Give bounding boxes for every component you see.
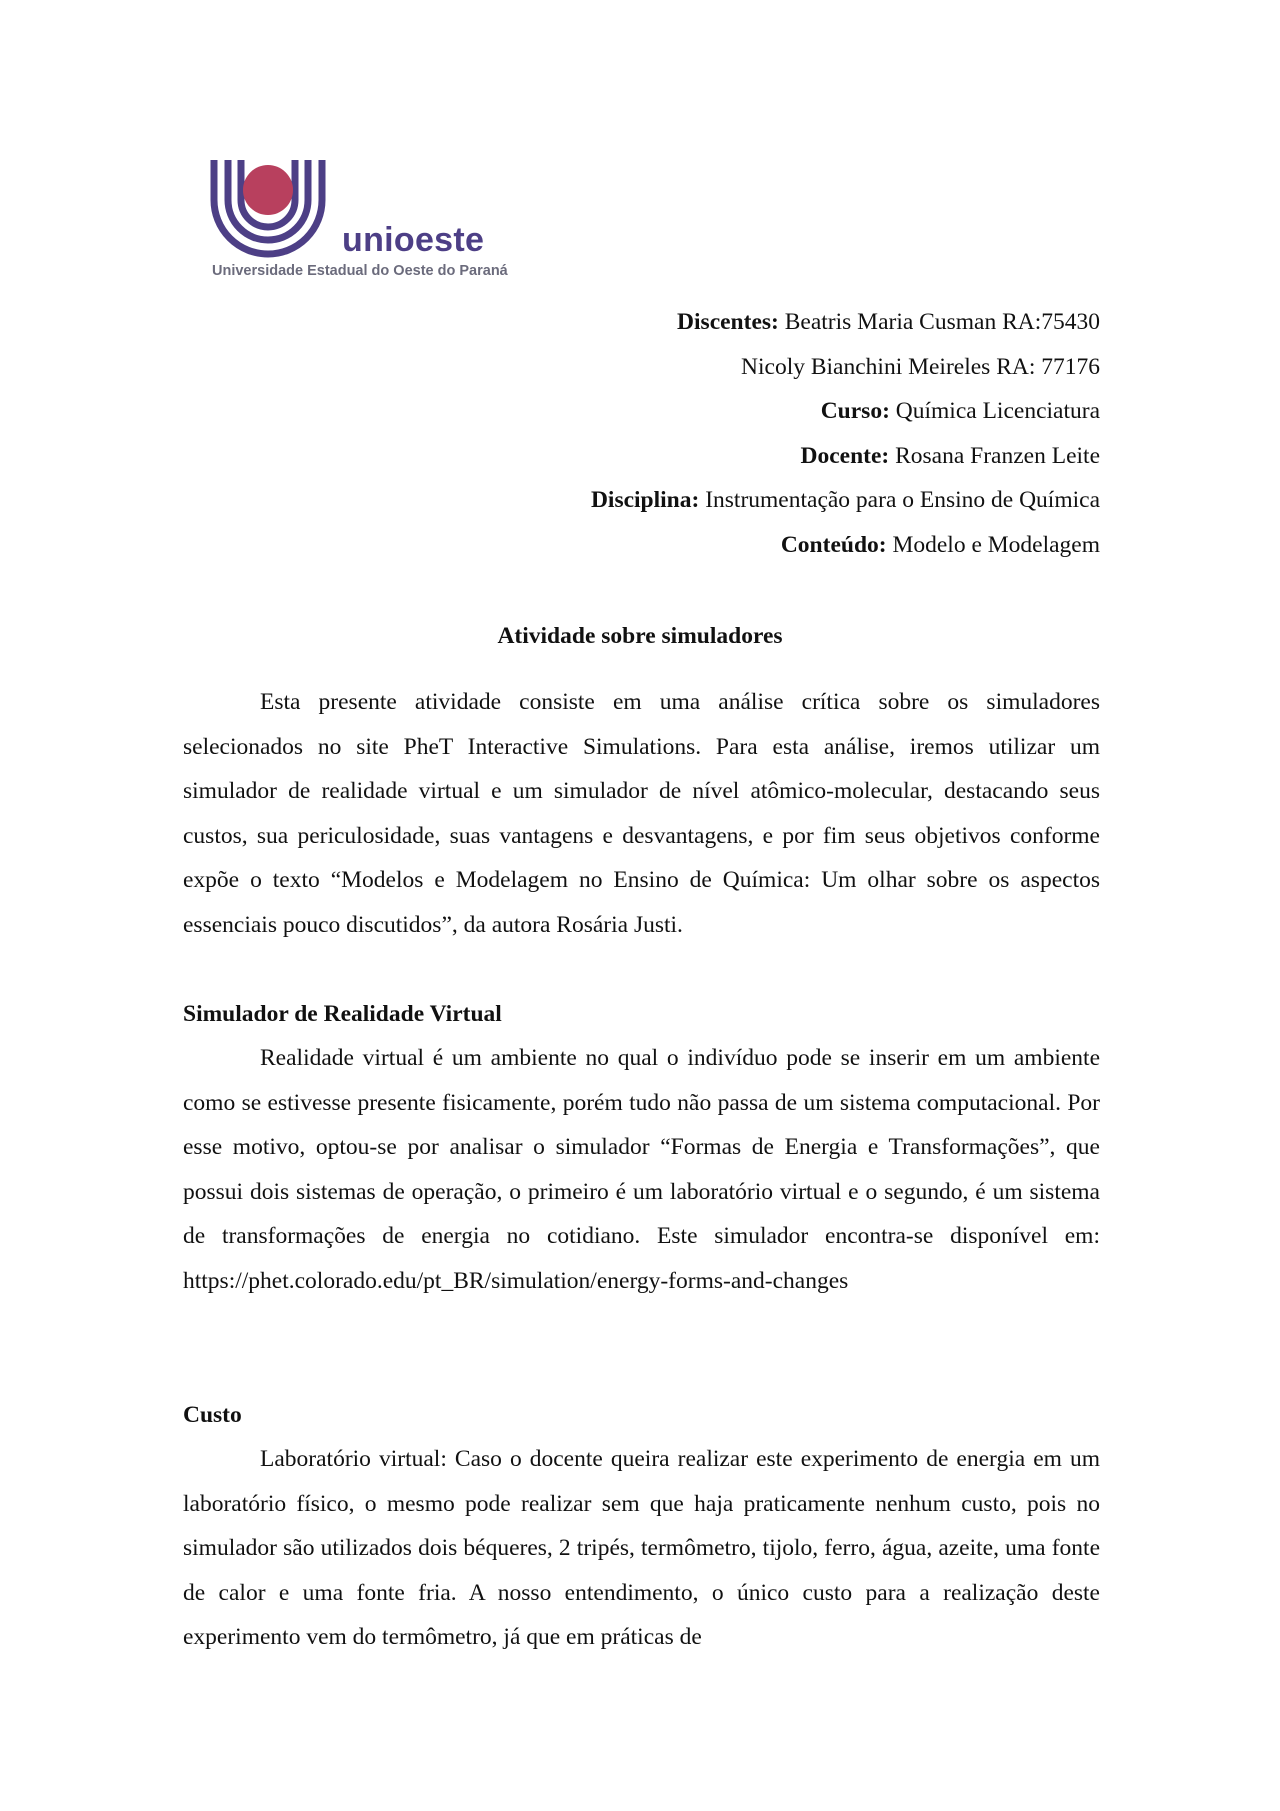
custo-paragraph — [183, 1437, 1100, 1660]
conteudo-value: Modelo e Modelagem — [892, 531, 1100, 558]
discentes-value-1: Beatris Maria Cusman RA:75430 — [784, 309, 1100, 335]
section-heading-custo: Custo — [183, 1402, 242, 1428]
section-heading-vr: Simulador de Realidade Virtual — [183, 1001, 502, 1027]
conteudo-line — [591, 523, 1100, 568]
disciplina-value: Instrumentação para o Ensino de Química — [705, 487, 1100, 513]
conteudo-label: Conteúdo: — [780, 531, 887, 558]
curso-line — [591, 389, 1100, 434]
logo-name: unioeste — [342, 221, 485, 259]
intro-text: Esta presente atividade consiste em uma análise crítica sobre os simuladores selecionados no site PheT Interactive Simulations. Para esta análise, iremos utilizar um simulador de realidade virtual e um simulador de nível atômico-molecular, destacando seus custos, sua periculosidade, suas vantagens e desvantagens, e por fim seus objetivos conforme expõe o texto “Modelos e Modelagem no Ensino de Química: Um olhar sobre os aspectos essenciais pouco discutidos”, da autora Rosária Justi. — [183, 689, 1100, 938]
document-title: Atividade sobre simuladores — [497, 623, 783, 649]
discentes-line-2: Nicoly Bianchini Meireles RA: 77176 — [741, 353, 1100, 380]
header-info — [591, 300, 1100, 567]
curso-label: Curso: — [820, 398, 890, 424]
custo-text: Laboratório virtual: Caso o docente queira realizar este experimento de energia em um laboratório físico, o mesmo pode realizar sem que haja praticamente nenhum custo, pois no simulador são utilizados dois béqueres, 2 tripés, termômetro, tijolo, ferro, água, azeite, uma fonte de calor e uma fonte fria. A nosso entendimento, o único custo para a realização deste experimento vem do termômetro, já que em práticas de — [183, 1446, 1100, 1650]
intro-paragraph — [183, 680, 1100, 947]
vr-paragraph — [183, 1036, 1100, 1303]
docente-value: Rosana Franzen Leite — [895, 442, 1100, 469]
discentes-label: Discentes: — [677, 309, 779, 335]
logo-emblem-icon — [210, 160, 350, 260]
university-logo — [210, 160, 550, 285]
vr-url: https://phet.colorado.edu/pt_BR/simulation/energy-forms-and-changes — [183, 1267, 849, 1294]
disciplina-label: Disciplina: — [590, 487, 700, 513]
docente-label: Docente: — [800, 442, 890, 469]
vr-text: Realidade virtual é um ambiente no qual o indivíduo pode se inserir em um ambiente como se estivesse presente fisicamente, porém tudo não passa de um sistema computacional. Por esse motivo, optou-se por analisar o simulador “Formas de Energia e Transformações”, que possui dois sistemas de operação, o primeiro é um laboratório virtual e o segundo, é um sistema de transformações de energia no cotidiano. Este simulador encontra-se disponível em: — [183, 1045, 1100, 1249]
docente-line — [591, 434, 1100, 479]
discentes-line-1 — [591, 300, 1100, 345]
logo-subtitle: Universidade Estadual do Oeste do Paraná — [212, 263, 508, 279]
curso-value: Química Licenciatura — [895, 398, 1100, 424]
disciplina-line — [591, 478, 1100, 523]
